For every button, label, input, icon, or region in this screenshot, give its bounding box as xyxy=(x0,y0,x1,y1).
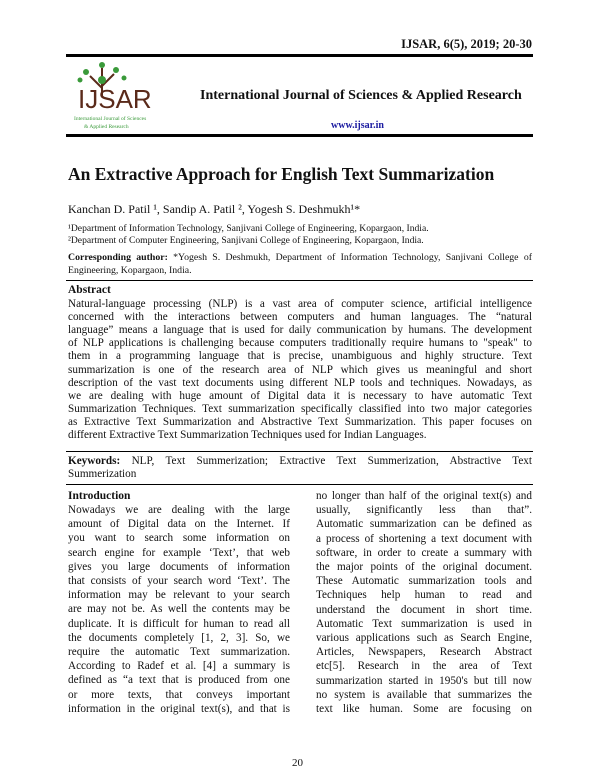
text-line: text like human. Some are focusing on xyxy=(316,703,532,715)
text-line: Summarization Techniques. Text summarization specifically classified into two major categories xyxy=(68,402,532,415)
text-line: language” means a language that is used for daily communication by humans. The development xyxy=(68,324,532,337)
text-line: etc[5]. Research in the area of Text xyxy=(316,660,532,673)
text-line: Automatic summarization can be defined as xyxy=(316,518,532,531)
text-line: Natural-language processing (NLP) is a vast area of computer science, artificial intelligence xyxy=(68,298,532,310)
text-line: or more texts, that conveys important xyxy=(68,688,290,701)
text-line: defined as “a text that is produced from one xyxy=(68,674,290,687)
text-line: you want to search some information on xyxy=(68,532,290,545)
text-line: require the automatic Text summarization. xyxy=(68,646,290,658)
page-number: 20 xyxy=(292,757,303,769)
text-line: we are dealing with huge amount of Digital data it is necessary to have automatic Text xyxy=(68,389,532,402)
paper-title: An Extractive Approach for English Text Summarization xyxy=(68,164,495,184)
text-line: Nowadays we are dealing with the large xyxy=(68,504,290,516)
text-line: the documents completely [1, 2, 3]. So, we xyxy=(68,631,290,644)
text-line: summarization is one of the research area of NLP which gives us meaningful and short xyxy=(68,363,532,376)
citation: IJSAR, 6(5), 2019; 20-30 xyxy=(401,37,532,51)
text-line: are may not be. As well the contents may be xyxy=(68,603,290,616)
keywords-line-1 xyxy=(68,455,532,468)
text-line: duplicate. It is difficult for human to read all xyxy=(68,617,290,630)
affiliation-1: ¹Department of Information Technology, Sanjivani College of Engineering, Kopargaon, India. xyxy=(68,223,429,234)
text-line: various applications such as Search Engine, xyxy=(316,632,532,644)
svg-text:& Applied Research: & Applied Research xyxy=(84,124,129,130)
divider xyxy=(66,484,533,485)
text-line: description of the vast text documents using different NLP tools and techniques. Nowadays, as xyxy=(68,376,532,389)
text-line: According to Radef et al. [4] a summary is xyxy=(68,660,290,673)
text-line: summarization started in 1950's but till now xyxy=(316,674,532,687)
text-line: information may be relevant to your search xyxy=(68,589,290,602)
affiliations xyxy=(68,223,429,247)
svg-text:International Journal of Scien: International Journal of Sciences xyxy=(74,116,147,122)
introduction-heading: Introduction xyxy=(68,490,131,502)
text-line: search engine for example ‘Text’, that web xyxy=(68,546,290,559)
text-line: as Extractive Text Summarization and Abstractive Text Summarization. This paper focuses on xyxy=(68,415,532,428)
header-rule-bottom xyxy=(66,134,533,137)
journal-logo xyxy=(72,60,182,132)
abstract-heading: Abstract xyxy=(68,284,111,296)
journal-url-link[interactable]: www.ijsar.in xyxy=(331,120,384,131)
corresponding-label: Corresponding author: xyxy=(68,252,168,263)
header-rule-top xyxy=(66,54,533,57)
text-line: Automatic Text summarization is used in xyxy=(316,617,532,630)
text-line: These Automatic summarization tools and xyxy=(316,575,532,588)
text-line: information in the original text(s), and that is xyxy=(68,702,290,715)
text-line: of NLP applications is challenging because computers traditionally require humans to "speak" to xyxy=(68,337,532,350)
keywords-line-2: Summerization xyxy=(68,468,137,480)
text-line: gives you large documents of information xyxy=(68,560,290,573)
text-line: Articles, Newspapers, Research Abstract xyxy=(316,646,532,659)
text-line: the major points of the original document. xyxy=(316,561,532,573)
text-line: amount of Digital data on the Internet. If xyxy=(68,518,290,531)
corresponding-line-2: Engineering, Kopargaon, India. xyxy=(68,265,192,276)
divider xyxy=(66,280,533,281)
text-line: software, in order to create a summary with xyxy=(316,546,532,559)
keywords-text: NLP, Text Summerization; Extractive Text Summerization, Abstractive Text xyxy=(131,455,533,467)
tree-logo-icon xyxy=(72,60,182,132)
text-line: understand the document in short time. xyxy=(316,603,532,616)
authors: Kanchan D. Patil ¹, Sandip A. Patil ², Yogesh S. Deshmukh¹* xyxy=(68,202,361,216)
text-line: usually, significantly less than that”. xyxy=(316,504,532,517)
text-line: no system is available that summarizes the xyxy=(316,688,532,701)
text-line: a process of shortening a text document with xyxy=(316,532,532,545)
svg-text:IJSAR: IJSAR xyxy=(78,84,152,114)
journal-name: International Journal of Sciences & Applied Research xyxy=(200,88,522,103)
text-line: no longer than half of the original text(s) and xyxy=(316,490,532,502)
corresponding-text: *Yogesh S. Deshmukh, Department of Information Technology, Sanjivani College of xyxy=(173,252,532,263)
text-line: that consists of your search word ‘Text’. The xyxy=(68,575,290,587)
text-line: Techniques help human to read and xyxy=(316,589,532,602)
text-line: different Extractive Text Summarization Techniques used for Indian Languages. xyxy=(68,429,427,441)
text-line: concerned with the interactions between computers and human languages. The “natural xyxy=(68,311,532,324)
divider xyxy=(66,451,533,452)
keywords-label: Keywords: xyxy=(68,455,121,467)
text-line: them in a programming language that is precise, unambiguous and highly structure. Text xyxy=(68,350,532,363)
affiliation-2: ²Department of Computer Engineering, Sanjivani College of Engineering, Kopargaon, India. xyxy=(68,235,424,246)
corresponding-line-1 xyxy=(68,252,532,264)
